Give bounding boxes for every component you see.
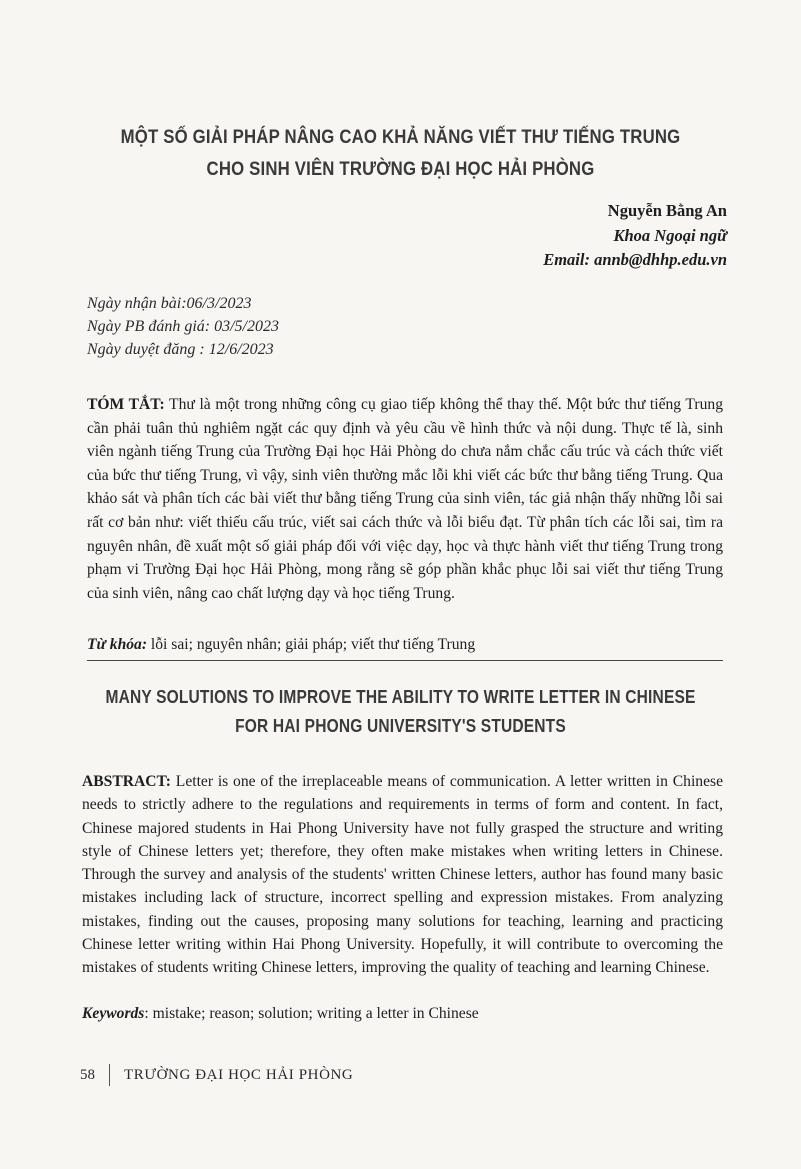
english-keywords [82,1002,479,1025]
vietnamese-abstract [87,393,723,605]
vietnamese-abstract-label: TÓM TẮT: [87,396,165,413]
english-abstract-text: Letter is one of the irreplaceable means of communication. A letter written in Chinese needs to strictly adhere to the regulations and requirements in terms of form and content. In fact, Chinese majored students in Hai Phong University have not fully grasped the structure and writing style of Chinese letters yet; therefore, they often make mistakes when writing letters in Chinese. Through the survey and analysis of the students' written Chinese letters, author has found many basic mistakes including lack of structure, incorrect spelling and expression mistakes. From analyzing mistakes, finding out the causes, proposing many solutions for teaching, learning and practicing Chinese letter writing within Hai Phong University. Hopefully, it will contribute to overcoming the mistakes of students writing Chinese letters, improving the quality of teaching and learning Chinese. [82,773,723,977]
date-received: Ngày nhận bài:06/3/2023 [87,295,252,312]
english-keywords-text: : mistake; reason; solution; writing a letter in Chinese [144,1005,479,1022]
english-title-line-2: FOR HAI PHONG UNIVERSITY'S STUDENTS [235,715,566,736]
date-approved: Ngày duyệt đăng : 12/6/2023 [87,341,274,358]
vietnamese-keywords-label: Từ khóa: [87,636,148,653]
english-abstract [82,770,723,980]
section-divider [87,660,723,661]
vietnamese-abstract-text: Thư là một trong những công cụ giao tiếp không thể thay thế. Một bức thư tiếng Trung cần phải tuân thủ nghiêm ngặt các quy định và yêu cầu về hình thức và nội dung. Thực tế là, sinh viên ngành tiếng Trung của Trường Đại học Hải Phòng do chưa nắm chắc cấu trúc và cách thức viết của bức thư tiếng Trung, vì vậy, sinh viên thường mắc lỗi khi viết các bức thư bằng tiếng Trung. Qua khảo sát và phân tích các bài viết thư bằng tiếng Trung của sinh viên, tác giả nhận thấy những lỗi sai rất cơ bản như: viết thiếu cấu trúc, viết sai cách thức và lỗi biểu đạt. Từ phân tích các lỗi sai, tìm ra nguyên nhân, đề xuất một số giải pháp đối với việc dạy, học và thực hành viết thư tiếng Trung trong phạm vi Trường Đại học Hải Phòng, mong rằng sẽ góp phần khắc phục lỗi sai viết thư tiếng Trung của sinh viên, nâng cao chất lượng dạy và học tiếng Trung. [87,396,723,602]
page-footer [80,1064,353,1086]
vietnamese-title [108,121,694,185]
author-department: Khoa Ngoại ngữ [613,225,727,245]
page-number: 58 [80,1067,95,1083]
date-reviewed: Ngày PB đánh giá: 03/5/2023 [87,318,279,335]
vietnamese-keywords-text: lỗi sai; nguyên nhân; giải pháp; viết thư tiếng Trung [147,636,476,653]
submission-dates [87,292,279,361]
english-abstract-label: ABSTRACT: [82,773,171,790]
author-name: Nguyễn Bằng An [607,201,727,220]
journal-name: TRƯỜNG ĐẠI HỌC HẢI PHÒNG [124,1067,354,1083]
author-email: Email: annb@dhhp.edu.vn [543,250,727,269]
english-title [98,682,704,740]
vietnamese-keywords [87,633,475,656]
english-title-line-1: MANY SOLUTIONS TO IMPROVE THE ABILITY TO WRITE LETTER IN CHINESE [105,686,696,707]
vietnamese-title-line-2: CHO SINH VIÊN TRƯỜNG ĐẠI HỌC HẢI PHÒNG [206,158,595,180]
vietnamese-title-line-1: MỘT SỐ GIẢI PHÁP NÂNG CAO KHẢ NĂNG VIẾT THƯ TIẾNG TRUNG [120,126,681,148]
author-block [543,199,727,273]
english-keywords-label: Keywords [82,1005,145,1022]
footer-divider [109,1064,110,1086]
